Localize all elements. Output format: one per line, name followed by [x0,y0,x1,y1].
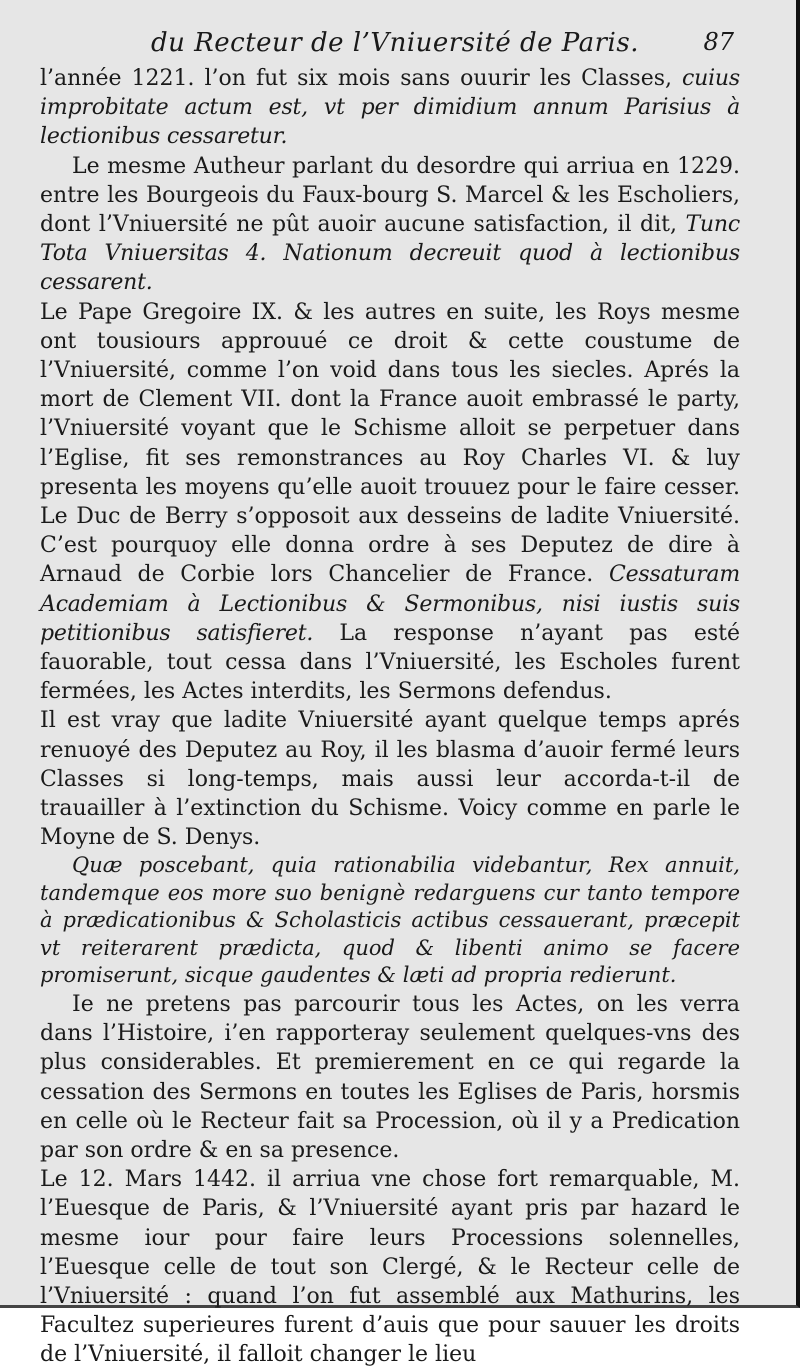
paragraph-text: l’année 1221. l’on fut six mois sans ouurir les Classes, [40,66,672,91]
paragraph-1 [40,64,740,152]
paragraph-5-latin-quotation [40,852,740,990]
paragraph-text: Le 12. Mars 1442. il arriua vne chose fort remarquable, M. l’Euesque de Paris, & l’Vniuersité ayant pris par hazard le mesme iour pour faire leurs Processions solennelles, l’Euesque celle de tout son Clergé, & le Recteur celle de l’Vniuersité : quand l’on fut assemblé aux Mathurins, les Facultez superieures furent d’auis que pour sauuer les droits de l’Vniuersité, il falloit changer le lieu [40,1167,740,1368]
paragraph-3 [40,298,740,707]
paragraph-text: Ie ne pretens pas parcourir tous les Actes, on les verra dans l’Histoire, i’en rapporteray seulement quelques-vns des plus considerables. Et premierement en ce qui regarde la cessation des Sermons en toutes les Eglises de Paris, horsmis en celle où le Recteur fait sa Procession, où il y a Predication par son ordre & en sa presence. [40,991,740,1163]
paragraph-text: Le mesme Autheur parlant du desordre qui arriua en 1229. entre les Bourgeois du Faux-bourg S. Marcel & les Escholiers, dont l’Vniuersité ne pût auoir aucune satisfaction, il dit, [40,153,740,238]
page-number: 87 [703,28,734,56]
paragraph-text: Le Pape Gregoire IX. & les autres en suite, les Roys mesme ont tousiours approuué ce droit & cette coustume de l’Vniuersité, comme l’on void dans tous les siecles. Aprés la mort de Clement VII. dont la France auoit embrassé le party, l’Vniuersité voyant que le Schisme alloit se perpetuer dans l’Eglise, fit ses remonstrances au Roy Charles VI. & luy presenta les moyens qu’elle auoit trouuez pour le faire cesser. Le Duc de Berry s’opposoit aux desseins de ladite Vniuersité. C’est pourquoy elle donna ordre à ses Deputez de dire à Arnaud de Corbie lors Chancelier de France. [40,299,740,588]
paragraph-text-after: La response n’ayant pas esté fauorable, tout cessa dans l’Vniuersité, les Escholes furent fermées, les Actes interdits, les Sermons defendus. [40,620,741,705]
paragraph-6 [40,990,740,1165]
paragraph-4 [40,706,740,852]
body-text [40,64,740,1370]
latin-quotation: Cessaturam Academiam à Lectionibus & Sermonibus, nisi iustis suis petitionibus satisfieret. [40,562,740,646]
paragraph-7 [40,1165,740,1369]
paragraph-2 [40,152,740,298]
latin-quotation: Quæ poscebant, quia rationabilia videbantur, Rex annuit, tandemque eos more suo benignè redarguens cur tanto tempore à prædicationibus & Scholasticis actibus cessauerant, præcepit vt reiterarent prædicta, quod & libenti animo se facere promiserunt, sicque gaudentes & læti ad propria redierunt. [40,853,740,988]
latin-quotation: Tunc Tota Vniuersitas 4. Nationum decreuit quod à lectionibus cessarent. [40,212,740,296]
paragraph-text: Il est vray que ladite Vniuersité ayant quelque temps aprés renuoyé des Deputez au Roy, il les blasma d’auoir fermé leurs Classes si long-temps, mais aussi leur accorda-t-il de trauailler à l’extinction du Schisme. Voicy comme en parle le Moyne de S. Denys. [40,708,740,851]
running-title: du Recteur de l’Vniuersité de Paris. [151,28,639,58]
latin-quotation: cuius improbitate actum est, vt per dimidium annum Parisius à lectionibus cessaretur. [40,66,740,150]
